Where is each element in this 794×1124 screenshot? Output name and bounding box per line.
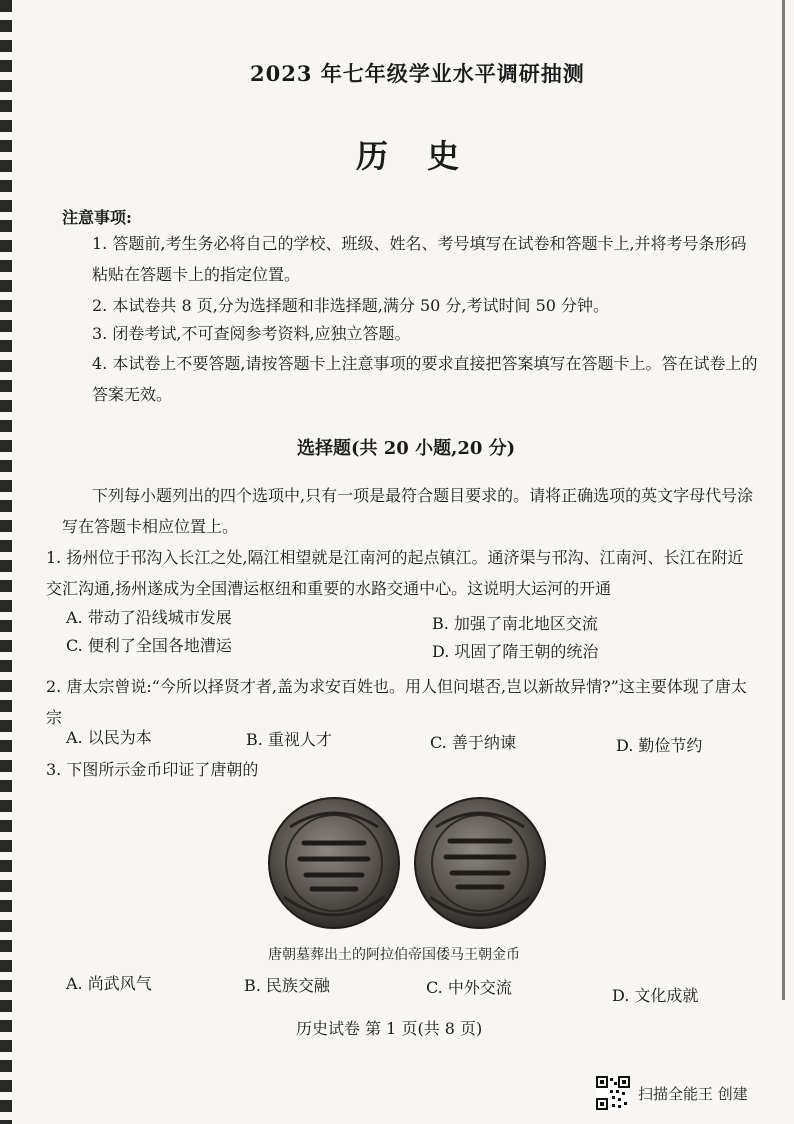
question-2-stem: 2. 唐太宗曾说:“今所以择贤才者,盖为求安百姓也。用人但问堪否,岂以新故异情?”这主要体现了唐太宗 <box>46 677 747 727</box>
question-3-option-a: A. 尚武风气 <box>66 974 152 993</box>
section-instruction: 下列每小题列出的四个选项中,只有一项是最符合题目要求的。请将正确选项的英文字母代号涂写在答题卡相应位置上。 <box>62 486 754 536</box>
gold-coin-figure <box>262 797 552 932</box>
question-3-option-b: B. 民族交融 <box>244 976 330 995</box>
question-3-option-d: D. 文化成就 <box>612 986 699 1005</box>
scanner-watermark <box>596 1074 786 1112</box>
coin-obverse <box>269 798 399 928</box>
question-2-option-c: C. 善于纳谏 <box>430 733 516 752</box>
coin-reverse <box>415 798 545 928</box>
question-2-option-b: B. 重视人才 <box>246 730 332 749</box>
figure-caption: 唐朝墓葬出土的阿拉伯帝国倭马王朝金币 <box>268 947 520 963</box>
note-item-4: 4. 本试卷上不要答题,请按答题卡上注意事项的要求直接把答案填写在答题卡上。答在试卷上的答案无效。 <box>92 354 758 404</box>
note-item-2: 2. 本试卷共 8 页,分为选择题和非选择题,满分 50 分,考试时间 50 分钟。 <box>92 296 610 315</box>
question-1-option-a: A. 带动了沿线城市发展 <box>66 608 232 627</box>
qr-code-icon <box>596 1076 630 1110</box>
subject-title: 历 史 <box>356 137 474 175</box>
note-item-1: 1. 答题前,考生务必将自己的学校、班级、姓名、考号填写在试卷和答题卡上,并将考号条形码粘贴在答题卡上的指定位置。 <box>92 234 747 284</box>
question-2-option-a: A. 以民为本 <box>66 728 152 747</box>
scan-binding-edge <box>0 0 12 1124</box>
question-3-option-c: C. 中外交流 <box>426 978 512 997</box>
question-1-option-d: D. 巩固了隋王朝的统治 <box>432 642 599 661</box>
question-2-option-d: D. 勤俭节约 <box>616 736 703 755</box>
section-title: 选择题(共 20 小题,20 分) <box>297 438 516 459</box>
notes-heading: 注意事项: <box>62 208 132 227</box>
question-1-option-c: C. 便利了全国各地漕运 <box>66 636 232 655</box>
exam-title: 2023 年七年级学业水平调研抽测 <box>250 61 585 86</box>
question-1-option-b: B. 加强了南北地区交流 <box>432 614 598 633</box>
question-1-stem: 1. 扬州位于邗沟入长江之处,隔江相望就是江南河的起点镇江。通济渠与邗沟、江南河、长江在附近交汇沟通,扬州遂成为全国漕运枢纽和重要的水路交通中心。这说明大运河的开通 <box>46 548 744 598</box>
note-item-3: 3. 闭卷考试,不可查阅参考资料,应独立答题。 <box>92 324 411 343</box>
question-3-stem: 3. 下图所示金币印证了唐朝的 <box>46 760 259 779</box>
scan-margin-line <box>782 0 785 1000</box>
page-footer: 历史试卷 第 1 页(共 8 页) <box>296 1019 483 1038</box>
watermark-text: 扫描全能王 创建 <box>638 1084 748 1103</box>
